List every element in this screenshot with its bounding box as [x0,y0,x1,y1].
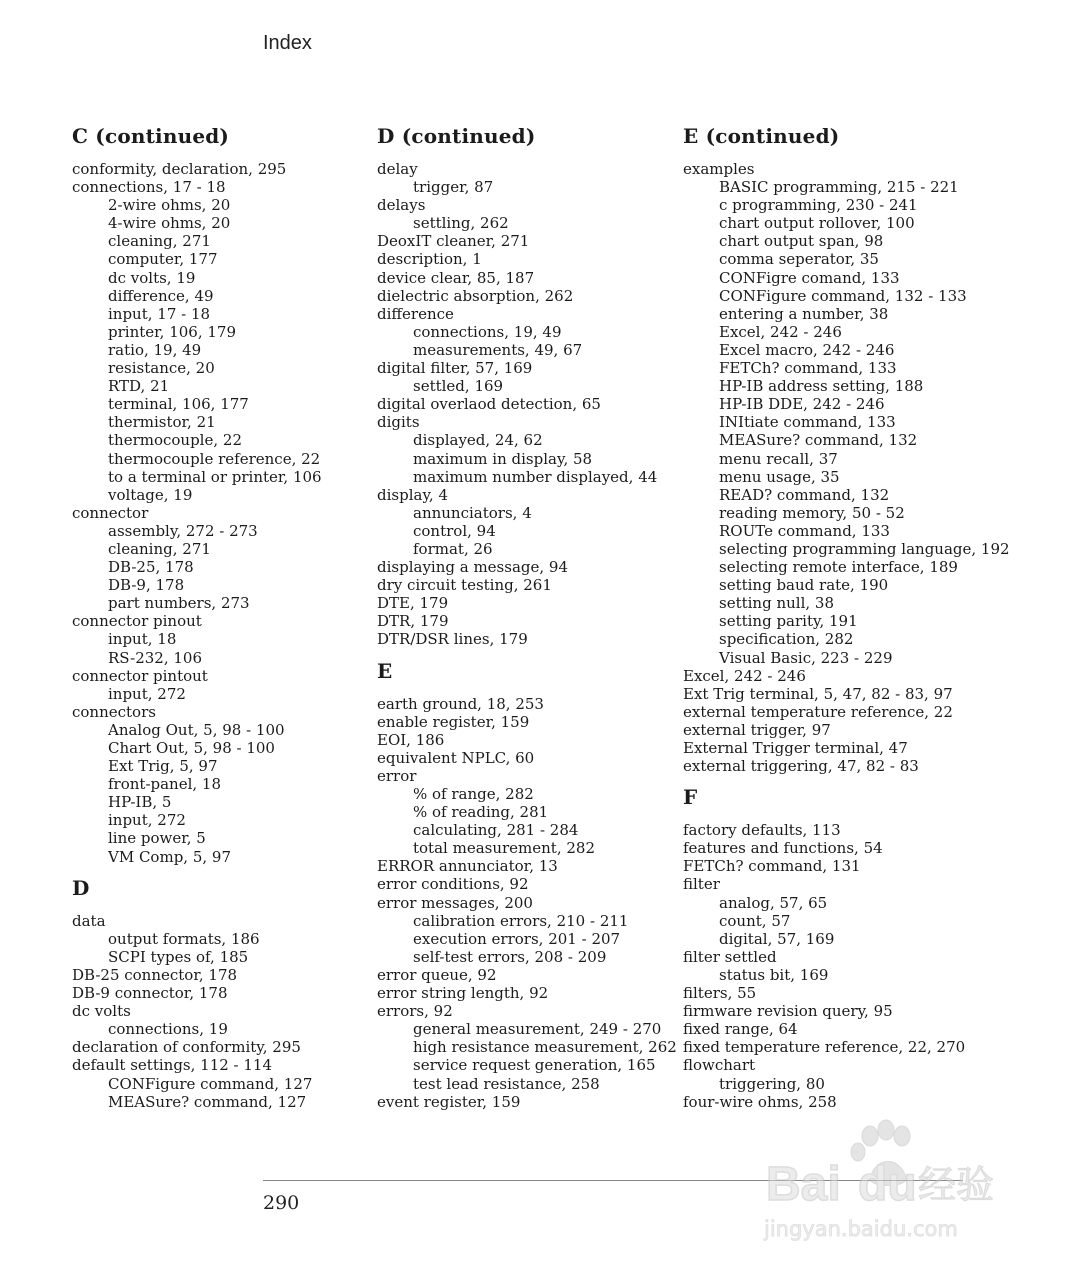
index-entry: digits [377,413,420,432]
index-subentry: HP-IB DDE, 242 - 246 [719,395,885,414]
index-subentry: output formats, 186 [108,929,260,948]
index-entry: delay [377,160,418,178]
page-number: 290 [263,1192,300,1214]
index-entry: fixed temperature reference, 22, 270 [683,1038,966,1057]
index-subentry: connections, 19, 49 [413,322,562,341]
svg-text:jingyan.baidu.com: jingyan.baidu.com [764,1217,958,1241]
index-subentry: assembly, 272 - 273 [108,521,258,540]
index-entry: error messages, 200 [377,893,533,912]
index-subentry: Chart Out, 5, 98 - 100 [108,739,275,757]
index-subentry: cleaning, 271 [108,539,211,558]
index-entry: connections, 17 - 18 [72,178,226,197]
index-entry: filters, 55 [683,984,757,1003]
index-subentry: Visual Basic, 223 - 229 [719,648,893,667]
index-subentry: input, 17 - 18 [108,304,211,323]
index-subentry: count, 57 [719,911,791,930]
index-entry: four-wire ohms, 258 [683,1092,837,1111]
index-entry: dielectric absorption, 262 [377,286,574,305]
index-subentry: MEASure? command, 127 [108,1092,307,1111]
section-heading: D (continued) [377,124,536,148]
index-subentry: resistance, 20 [108,359,215,378]
index-entry: error [377,766,417,785]
index-subentry: thermocouple, 22 [108,431,242,450]
index-subentry: input, 272 [108,811,186,830]
index-entry: external temperature reference, 22 [683,702,953,721]
index-column-3 [683,122,1013,1111]
index-subentry: printer, 106, 179 [108,322,236,341]
index-entry: dry circuit testing, 261 [377,576,552,595]
index-subentry: self-test errors, 208 - 209 [413,947,607,966]
index-subentry: selecting remote interface, 189 [719,558,958,577]
index-subentry: INItiate command, 133 [719,413,896,432]
index-subentry: input, 272 [108,684,186,703]
index-entry: filter settled [683,947,777,966]
index-subentry: maximum in display, 58 [413,449,593,468]
index-entry: DeoxIT cleaner, 271 [377,232,530,251]
index-entry: errors, 92 [377,1002,453,1021]
index-subentry: test lead resistance, 258 [413,1074,600,1093]
index-subentry: Analog Out, 5, 98 - 100 [108,720,285,739]
index-subentry: front-panel, 18 [108,775,222,794]
index-subentry: line power, 5 [108,829,206,848]
index-subentry: menu recall, 37 [719,449,838,468]
index-entry: connector pintout [72,666,208,685]
index-subentry: selecting programming language, 192 [719,539,1010,558]
index-entry: flowchart [683,1056,756,1075]
index-subentry: % of range, 282 [413,785,534,803]
index-subentry: CONFigure command, 127 [108,1074,313,1093]
index-subentry: 2-wire ohms, 20 [108,196,231,215]
index-entry: connector pinout [72,612,202,631]
index-subentry: terminal, 106, 177 [108,395,249,414]
index-subentry: reading memory, 50 - 52 [719,503,905,522]
index-subentry: % of reading, 281 [413,803,549,822]
index-subentry: connections, 19 [108,1020,228,1039]
index-subentry: input, 18 [108,630,177,649]
index-subentry: BASIC programming, 215 - 221 [719,178,959,197]
index-subentry: setting baud rate, 190 [719,576,889,595]
index-subentry: control, 94 [413,521,496,540]
index-subentry: setting null, 38 [719,594,834,613]
index-subentry: comma seperator, 35 [719,250,879,269]
index-entry: device clear, 85, 187 [377,268,535,287]
index-subentry: dc volts, 19 [108,268,196,287]
index-subentry: Excel macro, 242 - 246 [719,340,895,359]
index-entry: firmware revision query, 95 [683,1002,893,1021]
index-subentry: total measurement, 282 [413,839,595,858]
index-column-2 [377,122,677,1111]
index-entry: external triggering, 47, 82 - 83 [683,757,919,776]
index-entry: features and functions, 54 [683,839,883,858]
index-subentry: analog, 57, 65 [719,893,828,912]
index-subentry: execution errors, 201 - 207 [413,929,621,948]
index-entry: digital overlaod detection, 65 [377,395,601,414]
index-subentry: digital, 57, 169 [719,929,835,948]
index-subentry: c programming, 230 - 241 [719,196,918,215]
index-entry: EOI, 186 [377,730,445,749]
section-heading: F [683,785,698,810]
index-subentry: CONFigre comand, 133 [719,268,900,287]
index-subentry: service request generation, 165 [413,1056,656,1075]
index-entry: external trigger, 97 [683,720,831,739]
index-subentry: trigger, 87 [413,178,494,197]
index-subentry: cleaning, 271 [108,232,211,251]
index-subentry: HP-IB address setting, 188 [719,377,924,396]
index-subentry: status bit, 169 [719,965,829,984]
index-column-1 [72,122,372,1111]
index-subentry: READ? command, 132 [719,485,890,504]
index-entry: filter [683,875,720,894]
index-subentry: measurements, 49, 67 [413,340,583,359]
index-subentry: specification, 282 [719,630,854,649]
index-subentry: HP-IB, 5 [108,793,172,812]
index-entry: fixed range, 64 [683,1020,798,1039]
index-entry: Ext Trig terminal, 5, 47, 82 - 83, 97 [683,684,953,703]
index-subentry: DB-25, 178 [108,558,194,577]
index-entry: digital filter, 57, 169 [377,359,533,378]
index-entry: connectors [72,702,156,721]
svg-text:经验: 经验 [918,1163,995,1207]
index-subentry: high resistance measurement, 262 [413,1038,677,1057]
index-subentry: FETCh? command, 133 [719,359,897,378]
index-subentry: DB-9, 178 [108,576,185,595]
index-subentry: SCPI types of, 185 [108,947,249,966]
index-subentry: displayed, 24, 62 [413,431,543,450]
index-subentry: thermistor, 21 [108,413,216,432]
index-entry: dc volts [72,1002,131,1021]
index-entry: event register, 159 [377,1092,521,1111]
svg-text:du: du [858,1158,917,1211]
index-entry: equivalent NPLC, 60 [377,748,535,767]
index-subentry: CONFigure command, 132 - 133 [719,286,967,305]
index-subentry: MEASure? command, 132 [719,431,918,450]
index-entry: ERROR annunciator, 13 [377,857,558,876]
index-entry: DB-25 connector, 178 [72,965,238,984]
index-subentry: entering a number, 38 [719,304,889,323]
index-subentry: chart output rollover, 100 [719,214,915,233]
section-heading: E [377,658,393,683]
index-subentry: ROUTe command, 133 [719,521,890,540]
section-heading: D [72,875,90,900]
index-entry: default settings, 112 - 114 [72,1056,273,1075]
index-subentry: 4-wire ohms, 20 [108,214,231,233]
index-entry: display, 4 [377,485,449,504]
index-subentry: maximum number displayed, 44 [413,467,658,486]
index-entry: displaying a message, 94 [377,558,568,577]
index-subentry: RS-232, 106 [108,648,202,667]
index-subentry: VM Comp, 5, 97 [108,847,231,866]
index-entry: connector [72,503,149,522]
index-subentry: to a terminal or printer, 106 [108,467,322,486]
index-entry: earth ground, 18, 253 [377,694,544,713]
index-entry: DTE, 179 [377,594,449,613]
index-subentry: ratio, 19, 49 [108,340,202,359]
index-entry: delays [377,196,426,215]
svg-text:Bai: Bai [766,1158,841,1211]
index-subentry: annunciators, 4 [413,503,532,522]
index-subentry: Ext Trig, 5, 97 [108,757,218,776]
index-entry: declaration of conformity, 295 [72,1038,301,1057]
index-subentry: computer, 177 [108,250,218,269]
index-subentry: settling, 262 [413,214,509,233]
section-heading: C (continued) [72,124,230,148]
page-header-title: Index [263,32,312,54]
section-heading: E (continued) [683,124,840,148]
index-entry: data [72,911,106,930]
index-entry: conformity, declaration, 295 [72,160,287,178]
index-entry: factory defaults, 113 [683,821,841,840]
index-entry: enable register, 159 [377,712,530,731]
index-entry: Excel, 242 - 246 [683,666,806,685]
index-subentry: voltage, 19 [108,485,193,504]
index-entry: error conditions, 92 [377,875,529,894]
index-subentry: triggering, 80 [719,1074,825,1093]
index-subentry: thermocouple reference, 22 [108,449,321,468]
index-subentry: calibration errors, 210 - 211 [413,911,629,930]
baidu-watermark-logo [758,1118,1008,1248]
index-subentry: menu usage, 35 [719,467,840,486]
index-subentry: RTD, 21 [108,377,170,396]
index-subentry: settled, 169 [413,377,504,396]
index-entry: error queue, 92 [377,965,497,984]
index-subentry: chart output span, 98 [719,232,884,251]
index-entry: External Trigger terminal, 47 [683,739,908,757]
index-entry: error string length, 92 [377,984,549,1003]
index-entry: DTR/DSR lines, 179 [377,630,528,649]
index-subentry: general measurement, 249 - 270 [413,1020,662,1039]
index-subentry: format, 26 [413,539,493,558]
index-entry: DB-9 connector, 178 [72,984,228,1003]
index-subentry: calculating, 281 - 284 [413,821,579,840]
index-entry: description, 1 [377,250,482,269]
index-subentry: part numbers, 273 [108,594,250,613]
index-entry: examples [683,160,755,178]
index-entry: FETCh? command, 131 [683,857,861,876]
index-subentry: Excel, 242 - 246 [719,322,842,341]
index-entry: DTR, 179 [377,612,449,631]
index-subentry: setting parity, 191 [719,612,858,631]
index-entry: difference [377,304,454,323]
index-subentry: difference, 49 [108,286,214,305]
